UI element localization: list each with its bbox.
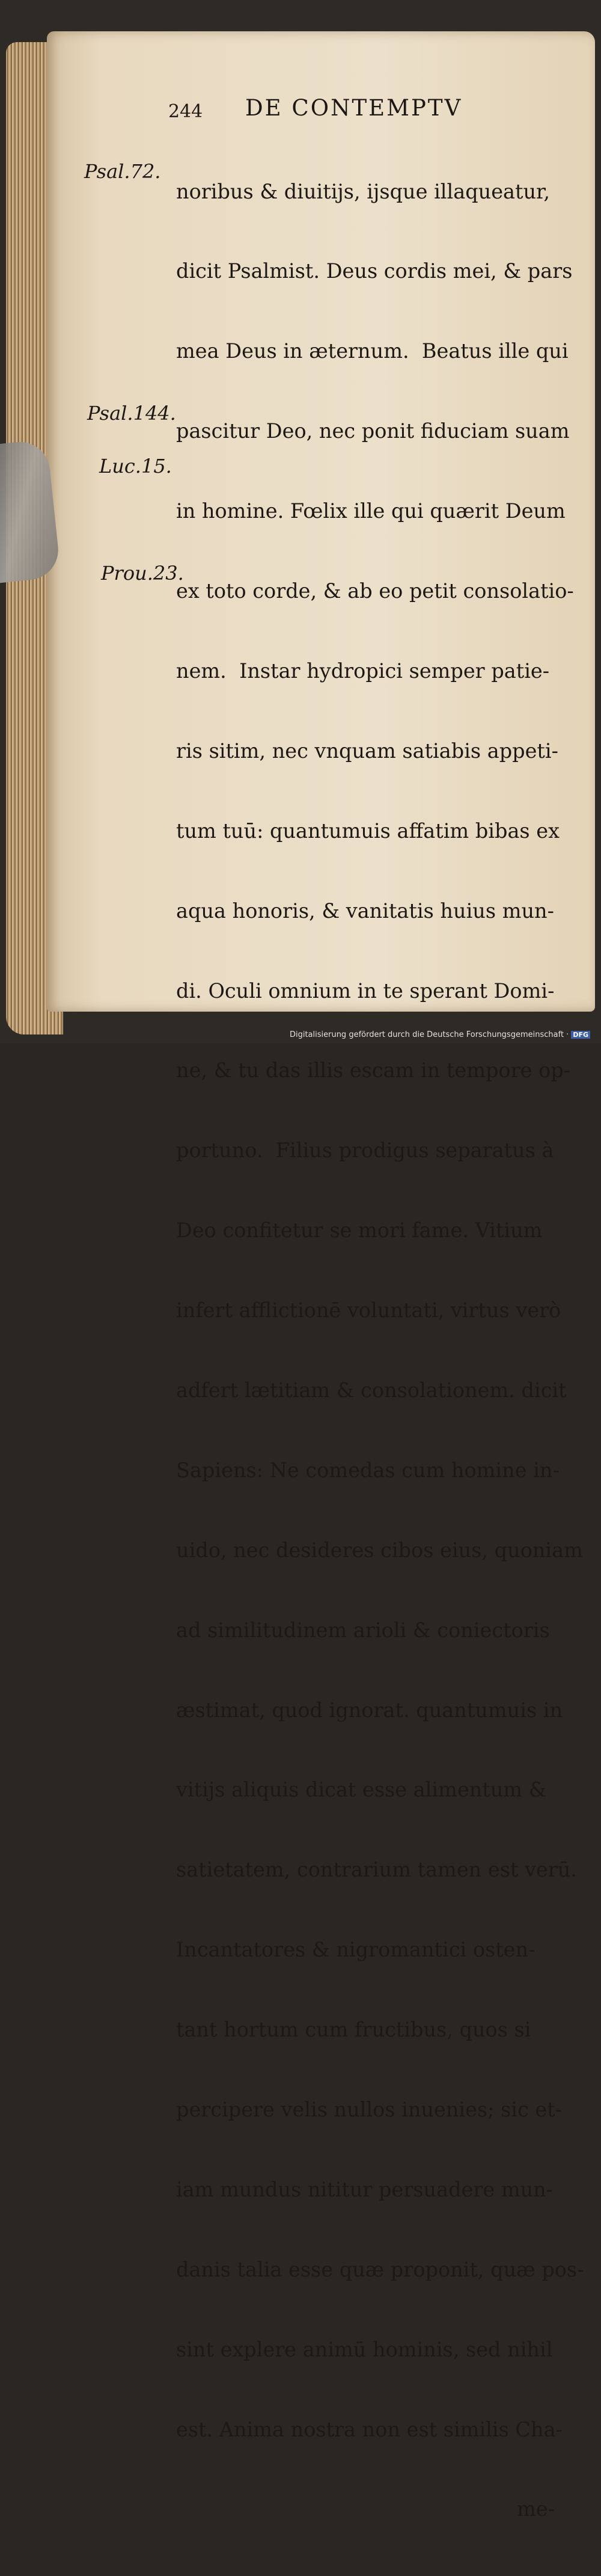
text-line: in homine. Fœlix ille qui quærit Deum: [176, 499, 566, 523]
margin-note-psal-144: Psal.144.: [87, 402, 176, 425]
page-number: 244: [168, 101, 203, 122]
text-line: portuno. Filius prodigus separatus à: [176, 1139, 554, 1163]
text-line: aqua honoris, & vanitatis huius mun-: [176, 899, 554, 923]
margin-note-psal-72: Psal.72.: [84, 160, 161, 183]
text-line: ris sitim, nec vnquam satiabis appeti-: [176, 739, 558, 763]
text-line: ex toto corde, & ab eo petit consolatio-: [176, 579, 574, 603]
text-line: ad similitudinem arioli & coniectoris: [176, 1618, 550, 1642]
text-line: dicit Psalmist. Deus cordis mei, & pars: [176, 259, 573, 283]
text-line: infert afflictionē voluntati, virtus verò: [176, 1299, 561, 1323]
text-line: sint explere animū hominis, sed nihil: [176, 2337, 553, 2361]
page-header: [168, 95, 505, 125]
text-line: uido, nec desideres cibos eius, quoniam: [176, 1538, 583, 1562]
digitization-credit: [290, 1030, 590, 1039]
text-line: Incantatores & nigromantici osten-: [176, 1938, 535, 1962]
catchword: me-: [517, 2497, 555, 2521]
margin-note-luc-15: Luc.15.: [99, 455, 172, 478]
text-line: percipere velis nullos inuenies; sic et-: [176, 2097, 562, 2121]
text-line: mea Deus in æternum. Beatus ille qui: [176, 339, 569, 363]
text-line: danis talia esse quæ proponit, quæ pos-: [176, 2257, 584, 2281]
margin-note-prou-23: Prou.23.: [101, 562, 184, 585]
text-line: Deo confitetur se mori fame. Vitium: [176, 1219, 543, 1243]
text-line: adfert lætitiam & consolationem. dicit: [176, 1378, 567, 1402]
running-title: DE CONTEMPTV: [245, 95, 463, 121]
text-line: nem. Instar hydropici semper patie-: [176, 659, 550, 683]
text-line: di. Oculi omnium in te sperant Domi-: [176, 979, 555, 1003]
text-line: est. Anima nostra non est similis Cha-: [176, 2417, 563, 2441]
text-line: tant hortum cum fructibus, quos si: [176, 2018, 531, 2042]
text-line: æstimat, quod ignorat. quantumuis in: [176, 1698, 563, 1722]
text-line: pascitur Deo, nec ponit fiduciam suam: [176, 419, 570, 443]
credit-text: Digitalisierung gefördert durch die Deutsche Forschungsgemeinschaft ·: [289, 1030, 569, 1039]
text-line: satietatem, contrarium tamen est verū.: [176, 1858, 577, 1882]
text-line: noribus & diuitijs, ijsque illaqueatur,: [176, 179, 551, 203]
text-line: ne, & tu das illis escam in tempore op-: [176, 1059, 570, 1083]
text-line: vitijs aliquis dicat esse alimentum &: [176, 1778, 547, 1802]
text-line: tum tuū: quantumuis affatim bibas ex: [176, 819, 560, 843]
text-line: Sapiens: Ne comedas cum homine in-: [176, 1458, 560, 1482]
dfg-logo: DFG: [571, 1031, 590, 1039]
text-line: iam mundus nititur persuadere mun-: [176, 2177, 554, 2201]
